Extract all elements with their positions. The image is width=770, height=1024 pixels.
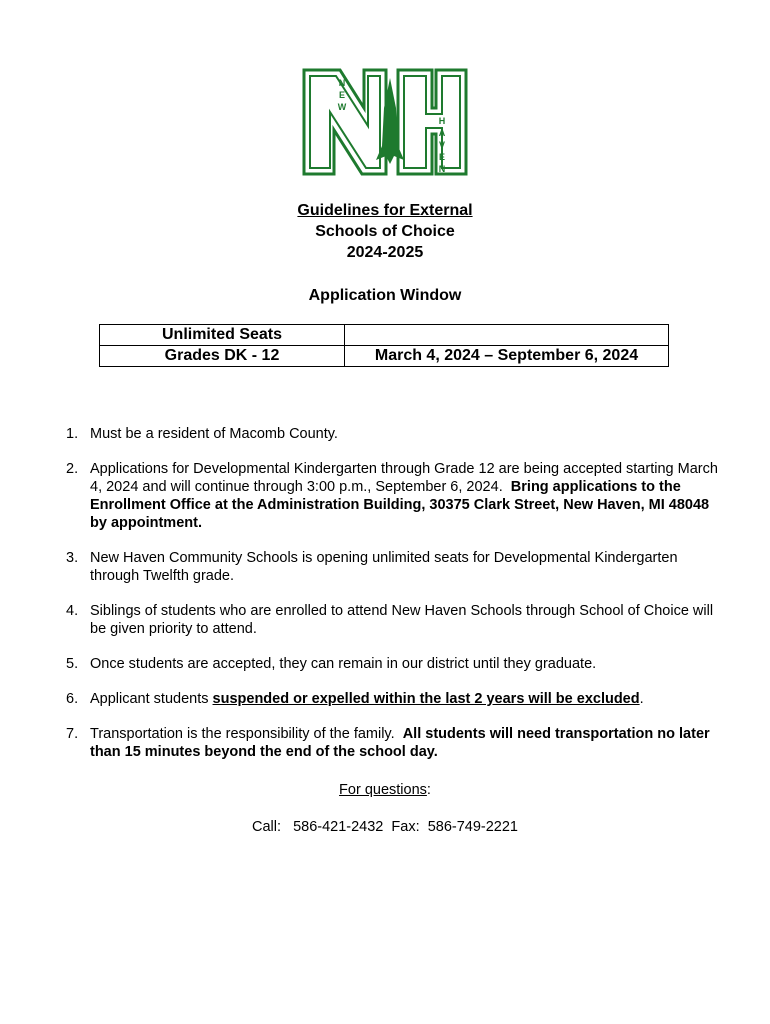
list-item: 7. Transportation is the responsibility of the family. All students will need transportation no later than 15 minutes beyond the end of the school day. [66, 726, 710, 760]
logo-word-haven-h: H [438, 116, 446, 126]
dates-cell: March 4, 2024 – September 6, 2024 [345, 346, 669, 367]
list-item: 5. Once students are accepted, they can remain in our district until they graduate. [66, 656, 597, 672]
logo-word-new-w: W [337, 102, 347, 112]
title-line-2: Schools of Choice [315, 223, 455, 240]
questions-label: For questions: [339, 782, 431, 798]
list-item: 2. Applications for Developmental Kindergarten through Grade 12 are being accepted starting March 4, 2024 and will continue through 3:00 p.m., September 6, 2024. Bring applications to the Enrollment Office at the Administration Building, 30375 Clark Street, New Haven, MI 48048 by appointment. [66, 461, 718, 531]
logo-word-haven-v: V [438, 140, 446, 150]
list-item: 4. Siblings of students who are enrolled to attend New Haven Schools through School of Choice will be given priority to attend. [66, 603, 714, 637]
logo-word-haven-e: E [438, 152, 446, 162]
document-title [0, 200, 770, 263]
logo-word-new-e: E [338, 90, 346, 100]
logo-word-haven-a: A [438, 128, 446, 138]
new-haven-logo [302, 68, 468, 176]
title-line-1: Guidelines for External [297, 202, 473, 219]
contact-info: Call: 586-421-2432 Fax: 586-749-2221 [251, 819, 518, 835]
guidelines-list [66, 425, 718, 778]
table-row [100, 346, 669, 367]
seats-cell: Unlimited Seats [100, 325, 345, 346]
logo-word-new-n: N [338, 78, 346, 88]
logo-word-haven-n: N [438, 164, 446, 174]
table-row [100, 325, 669, 346]
empty-cell [345, 325, 669, 346]
grades-cell: Grades DK - 12 [100, 346, 345, 367]
application-window-heading: Application Window [308, 287, 462, 304]
list-item: 1. Must be a resident of Macomb County. [66, 426, 338, 442]
application-window-table [99, 324, 669, 367]
title-year: 2024-2025 [346, 244, 424, 261]
list-item: 6. Applicant students suspended or expelled within the last 2 years will be excluded. [66, 691, 644, 707]
list-item: 3. New Haven Community Schools is opening unlimited seats for Developmental Kindergarten through Twelfth grade. [66, 550, 678, 584]
logo-letter-h [398, 70, 466, 174]
